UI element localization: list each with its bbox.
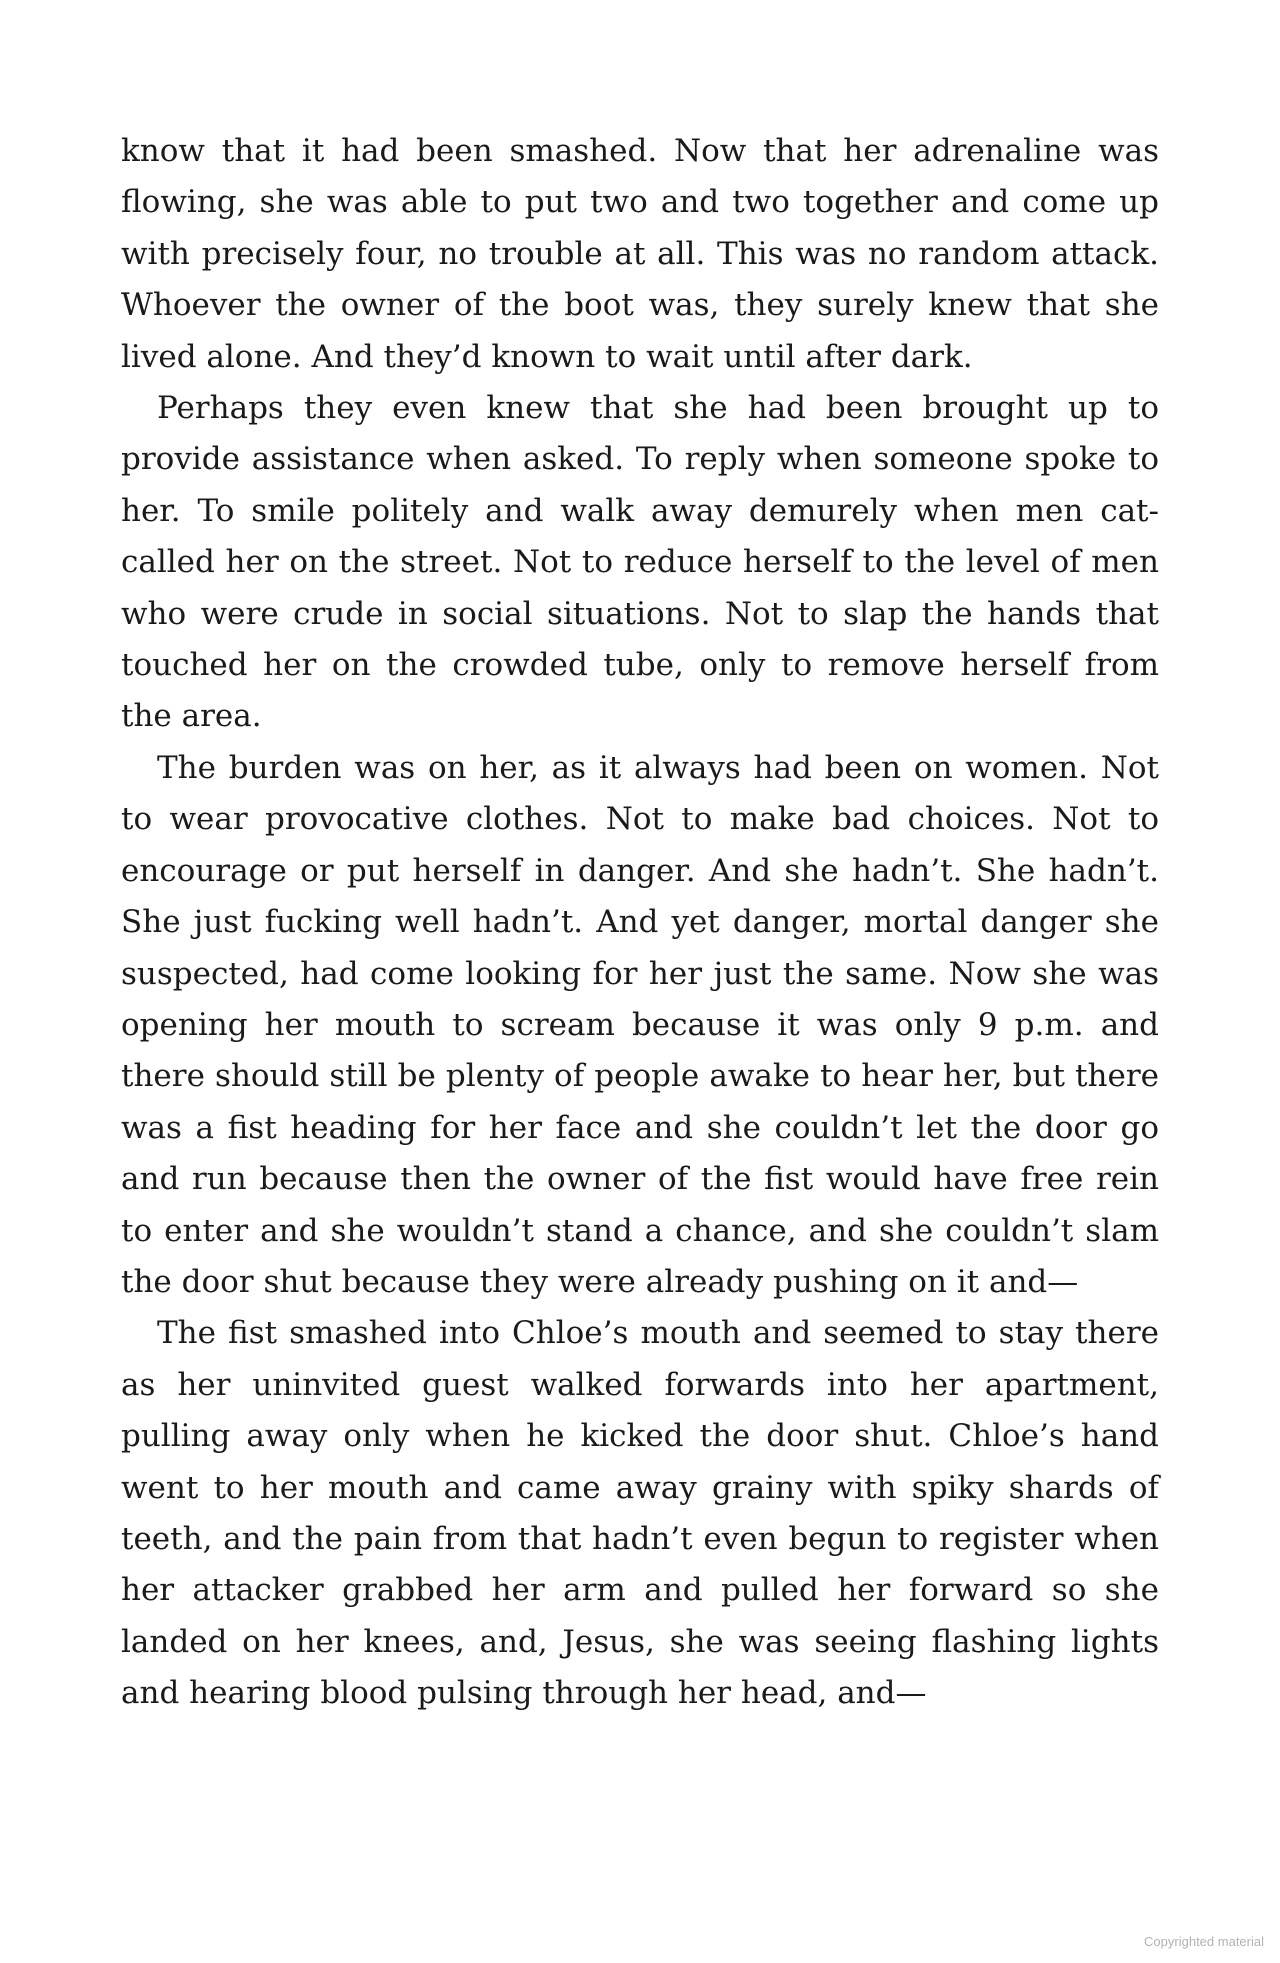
paragraph-2: Perhaps they even knew that she had been brought up to provide assistance when asked. To reply when someone spoke to her. To smile politely and walk away demurely when men cat-called her on the street. Not to reduce herself to the level of men who were crude in social situations. Not to slap the hands that touched her on the crowded tube, only to remove herself from the area.: [121, 390, 1159, 735]
paragraph-3: The burden was on her, as it always had been on women. Not to wear provocative clothes. Not to make bad choices. Not to encourage or put herself in danger. And she hadn’t. She hadn’t. She just fucking well hadn’t. And yet danger, mortal danger she suspected, had come looking for her just the same. Now she was opening her mouth to scream because it was only 9 p.m. and there should still be plenty of people awake to hear her, but there was a fist heading for her face and she couldn’t let the door go and run because then the owner of the fist would have free rein to enter and she wouldn’t stand a chance, and she couldn’t slam the door shut because they were already pushing on it and—: [121, 749, 1159, 1300]
paragraph-1: know that it had been smashed. Now that her adrenaline was flowing, she was able to put two and two together and come up with precisely four, no trouble at all. This was no random attack. Whoever the owner of the boot was, they surely knew that she lived alone. And they’d known to wait until after dark.: [121, 133, 1159, 375]
paragraph-4: The fist smashed into Chloe’s mouth and seemed to stay there as her uninvited guest walked forwards into her apartment, pulling away only when he kicked the door shut. Chloe’s hand went to her mouth and came away grainy with spiky shards of teeth, and the pain from that hadn’t even begun to register when her attacker grabbed her arm and pulled her forward so she landed on her knees, and, Jesus, she was seeing flashing lights and hearing blood pulsing through her head, and—: [121, 1315, 1159, 1712]
body-text: [121, 126, 1159, 1720]
copyright-watermark: Copyrighted material: [1144, 1934, 1264, 1949]
